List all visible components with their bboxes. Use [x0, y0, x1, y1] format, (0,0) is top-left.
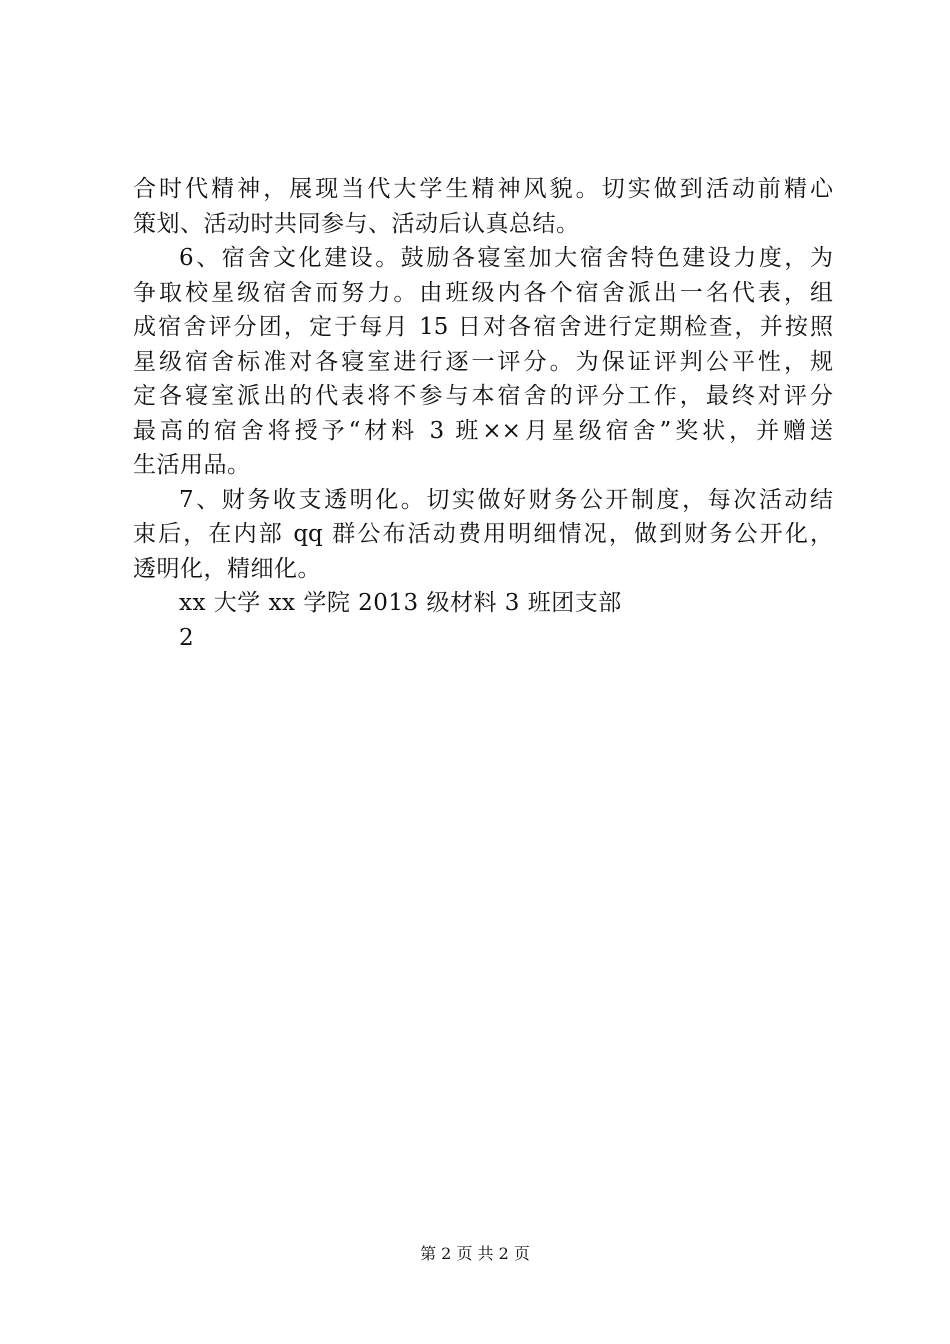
text-line: 策划、活动时共同参与、活动后认真总结。 — [133, 210, 580, 237]
text-line: 星级宿舍标准对各寝室进行逐一评分。为保证评判公平性，规 — [133, 348, 833, 375]
page-footer: 第 2 页 共 2 页 — [420, 1244, 530, 1263]
text-line: 成宿舍评分团，定于每月 15 日对各宿舍进行定期检查，并按照 — [133, 314, 833, 340]
text-line: 生活用品。 — [133, 452, 251, 478]
text-line: 争取校星级宿舍而努力。由班级内各个宿舍派出一名代表，组 — [133, 279, 833, 306]
paragraph-start-line: 6、宿舍文化建设。鼓励各寝室加大宿舍特色建设力度，为 — [179, 245, 833, 271]
text-line: 透明化，精细化。 — [133, 555, 321, 582]
text-line: 合时代精神，展现当代大学生精神风貌。切实做到活动前精心 — [133, 176, 833, 202]
paragraph-start-line: 7、财务收支透明化。切实做好财务公开制度，每次活动结 — [179, 486, 833, 513]
document-body — [133, 172, 833, 655]
text-line: 最高的宿舍将授予“材料 3 班××月星级宿舍”奖状，并赠送 — [133, 417, 833, 444]
trailing-number: 2 — [179, 624, 195, 651]
text-line: 束后，在内部 qq 群公布活动费用明细情况，做到财务公开化， — [133, 521, 833, 547]
signature-line: xx 大学 xx 学院 2013 级材料 3 班团支部 — [179, 590, 622, 616]
text-line: 定各寝室派出的代表将不参与本宿舍的评分工作，最终对评分 — [133, 383, 833, 409]
